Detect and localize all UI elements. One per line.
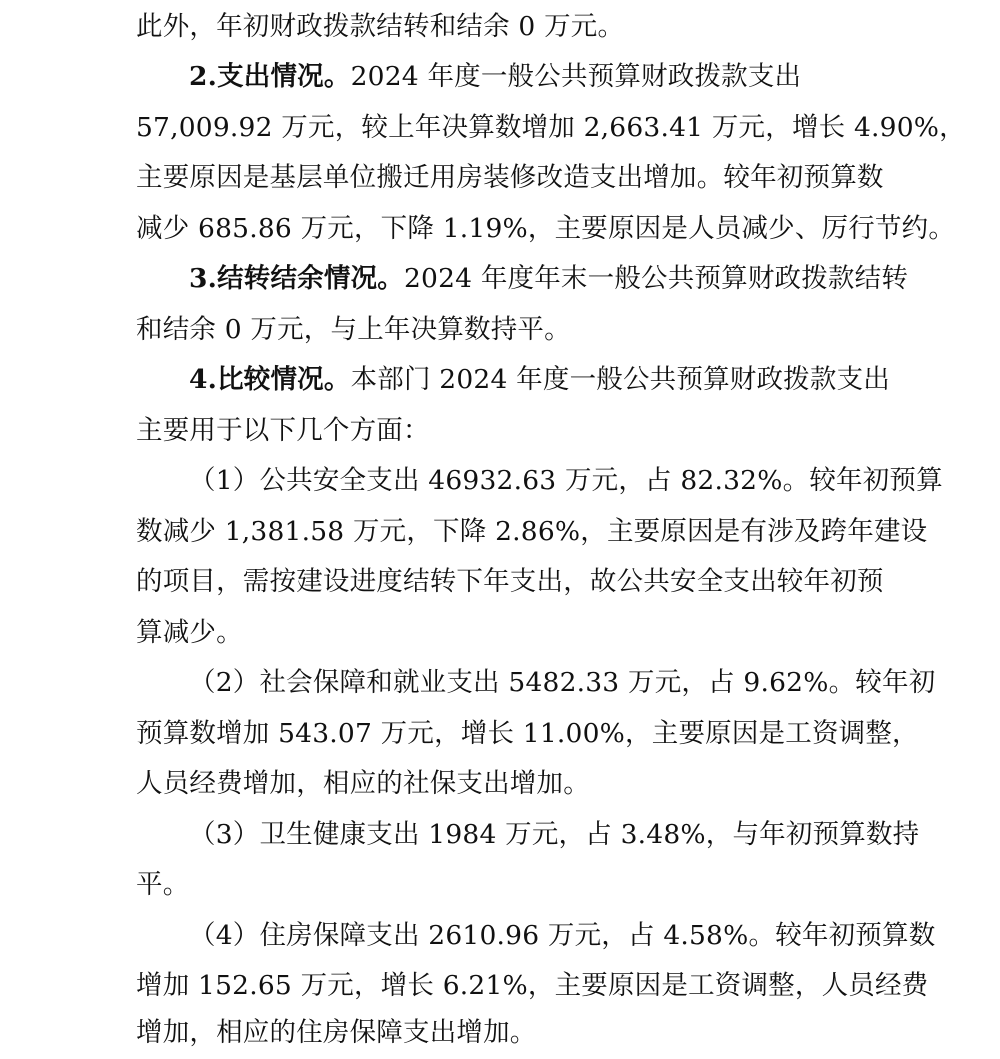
line-text: （1）公共安全支出 46932.63 万元，占 82.32%。较年初预算 bbox=[189, 465, 943, 496]
section-heading-line bbox=[189, 52, 801, 102]
paragraph-line bbox=[136, 406, 430, 456]
line-text: 增加 152.65 万元，增长 6.21%，主要原因是工资调整，人员经费 bbox=[136, 970, 929, 1001]
section-heading: 4.比较情况。 bbox=[189, 364, 351, 395]
line-text: 此外，年初财政拨款结转和结余 0 万元。 bbox=[136, 11, 625, 42]
paragraph-line bbox=[136, 153, 884, 203]
line-text: （3）卫生健康支出 1984 万元，占 3.48%，与年初预算数持 bbox=[189, 819, 920, 850]
paragraph-line bbox=[136, 608, 243, 658]
line-text: 人员经费增加，相应的社保支出增加。 bbox=[136, 768, 590, 799]
line-text: 算减少。 bbox=[136, 617, 243, 648]
section-heading: 3.结转结余情况。 bbox=[189, 263, 404, 294]
paragraph-line bbox=[136, 709, 919, 759]
line-text: 57,009.92 万元，较上年决算数增加 2,663.41 万元，增长 4.90%， bbox=[136, 112, 966, 143]
line-text: 2024 年度年末一般公共预算财政拨款结转 bbox=[403, 263, 909, 294]
line-text: 本部门 2024 年度一般公共预算财政拨款支出 bbox=[350, 364, 890, 395]
line-text: 增加，相应的住房保障支出增加。 bbox=[136, 1017, 537, 1048]
line-text: 和结余 0 万元，与上年决算数持平。 bbox=[136, 314, 571, 345]
paragraph-line bbox=[136, 305, 571, 355]
list-item-line bbox=[189, 456, 943, 506]
line-text: （2）社会保障和就业支出 5482.33 万元，占 9.62%。较年初 bbox=[189, 667, 936, 698]
paragraph-line bbox=[136, 759, 590, 809]
list-item-line bbox=[189, 810, 919, 860]
line-text: 预算数增加 543.07 万元，增长 11.00%，主要原因是工资调整， bbox=[136, 718, 919, 749]
list-item-line bbox=[189, 658, 935, 708]
line-text: 主要原因是基层单位搬迁用房装修改造支出增加。较年初预算数 bbox=[136, 162, 884, 193]
line-text: 2024 年度一般公共预算财政拨款支出 bbox=[350, 61, 802, 92]
paragraph-line bbox=[136, 1008, 537, 1058]
line-text: 平。 bbox=[136, 869, 190, 900]
paragraph-line bbox=[136, 557, 884, 607]
section-heading: 2.支出情况。 bbox=[189, 61, 351, 92]
line-text: 数减少 1,381.58 万元，下降 2.86%，主要原因是有涉及跨年建设 bbox=[136, 516, 928, 547]
paragraph-line bbox=[136, 204, 955, 254]
paragraph-line bbox=[136, 2, 624, 52]
line-text: 减少 685.86 万元，下降 1.19%，主要原因是人员减少、厉行节约。 bbox=[136, 213, 956, 244]
paragraph-line bbox=[136, 860, 189, 910]
section-heading-line bbox=[189, 254, 908, 304]
line-text: （4）住房保障支出 2610.96 万元，占 4.58%。较年初预算数 bbox=[189, 920, 936, 951]
paragraph-line bbox=[136, 103, 966, 153]
line-text: 的项目，需按建设进度结转下年支出，故公共安全支出较年初预 bbox=[136, 566, 884, 597]
line-text: 主要用于以下几个方面： bbox=[136, 415, 430, 446]
paragraph-line bbox=[136, 961, 928, 1011]
list-item-line bbox=[189, 911, 935, 961]
section-heading-line bbox=[189, 355, 890, 405]
paragraph-line bbox=[136, 507, 927, 557]
